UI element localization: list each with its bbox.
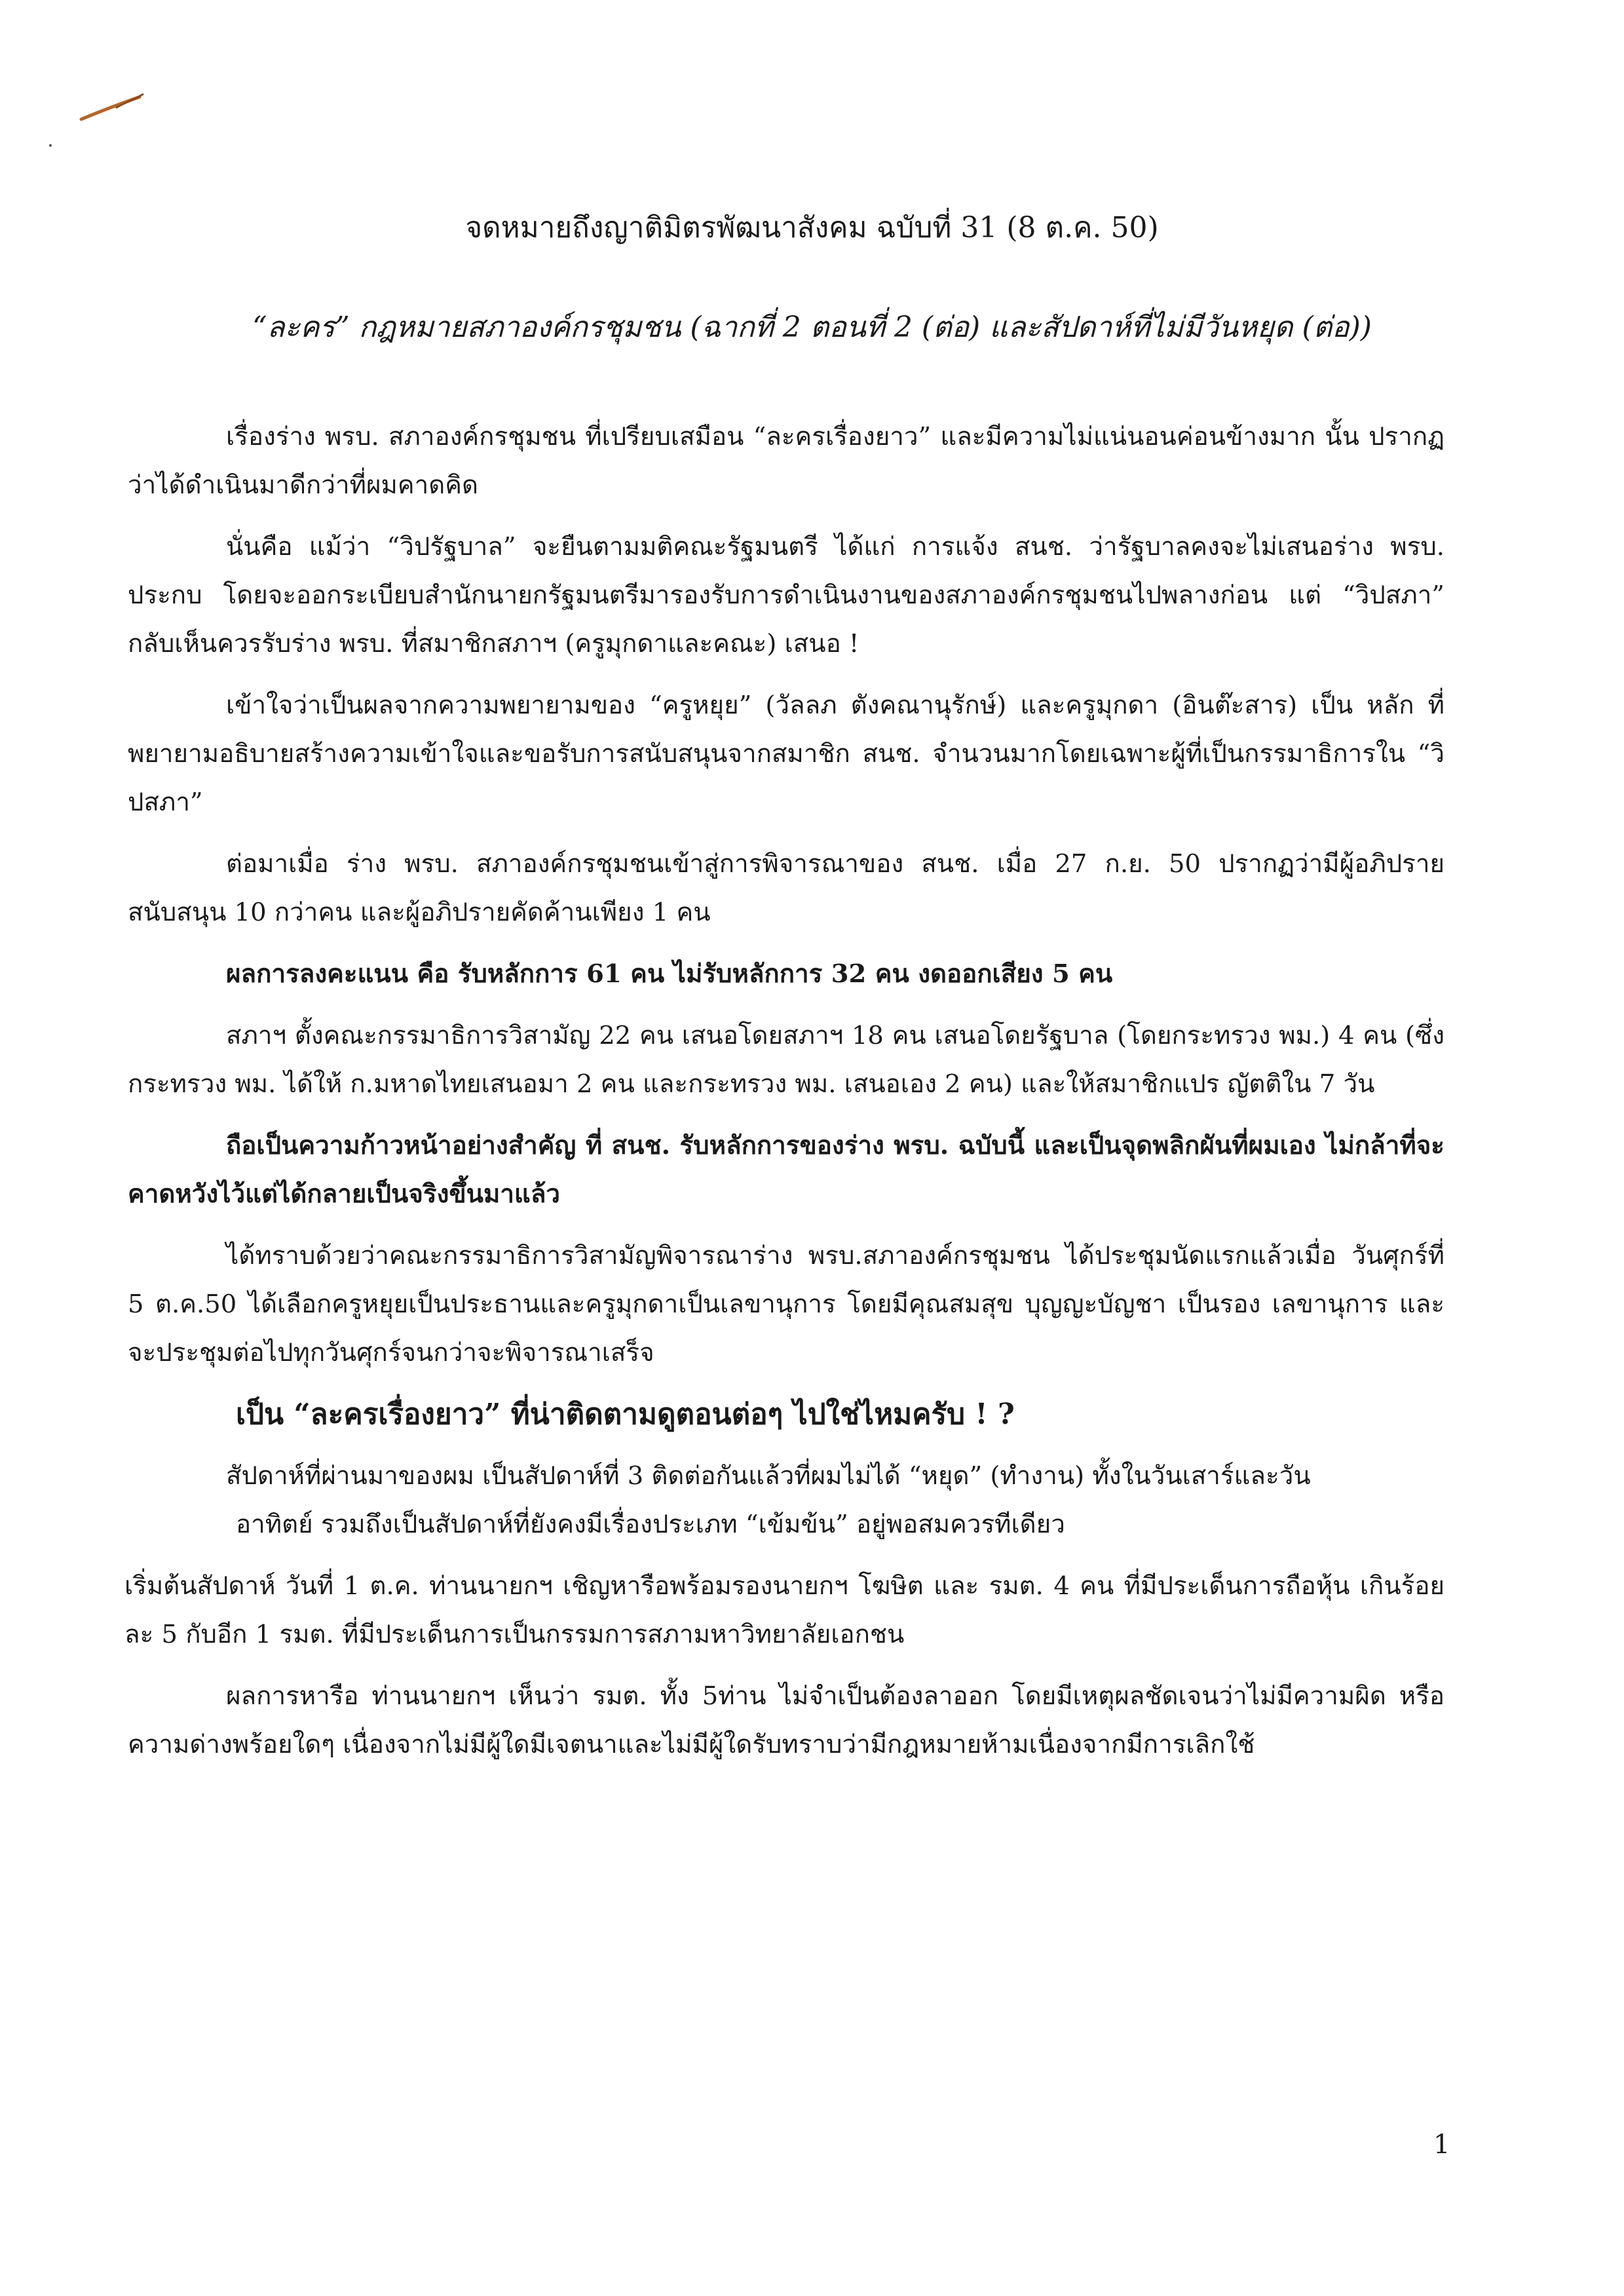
paragraph: อาทิตย์ รวมถึงเป็นสัปดาห์ที่ยังคงมีเรื่องประเภท “เข้มข้น” อยู่พอสมควรทีเดียว: [236, 1510, 1065, 1539]
pen-stroke-mark: [77, 92, 149, 124]
paragraph: เรื่องร่าง พรบ. สภาองค์กรชุมชน ที่เปรียบเสมือน “ละครเรื่องยาว” และมีความไม่แน่นอนค่อนข้างมาก นั้น ปรากฏว่าได้ดำเนินมาดีกว่าที่ผมคาดคิด: [128, 422, 1445, 500]
paragraph: เข้าใจว่าเป็นผลจากความพยายามของ “ครูหยุย” (วัลลภ ตังคณานุรักษ์) และครูมุกดา (อินต๊ะสาร) เป็น หลัก ที่พยายามอธิบายสร้างความเข้าใจและขอรับการสนับสนุนจากสมาชิก สนช. จำนวนมากโดยเฉพาะผู้ที่เป็นกรรมาธิการใน “วิปสภา”: [128, 691, 1445, 817]
page-subtitle: “ละคร” กฎหมายสภาองค์กรชุมชน (ฉากที่ 2 ตอนที่ 2 (ต่อ) และสัปดาห์ที่ไม่มีวันหยุด (ต่อ)): [252, 311, 1372, 344]
highlight-paragraph: ถือเป็นความก้าวหน้าอย่างสำคัญ ที่ สนช. รับหลักการของร่าง พรบ. ฉบับนี้ และเป็นจุดพลิกผันที่ผมเอง ไม่กล้าที่จะคาดหวังไว้แต่ได้กลายเป็นจริงขึ้นมาแล้ว: [128, 1131, 1445, 1209]
section-heading: เป็น “ละครเรื่องยาว” ที่น่าติดตามดูตอนต่อๆ ไปใช่ไหมครับ ! ?: [236, 1398, 1015, 1431]
paragraph: ได้ทราบด้วยว่าคณะกรรมาธิการวิสามัญพิจารณาร่าง พรบ.สภาองค์กรชุมชน ได้ประชุมนัดแรกแล้วเมื่อ วันศุกร์ที่ 5 ต.ค.50 ได้เลือกครูหยุยเป็นประธานและครูมุกดาเป็นเลขานุการ โดยมีคุณสมสุข บุญญะบัญชา เป็นรอง เลขานุการ และจะประชุมต่อไปทุกวันศุกร์จนกว่าจะพิจารณาเสร็จ: [128, 1241, 1445, 1368]
paragraph: ผลการหารือ ท่านนายกฯ เห็นว่า รมต. ทั้ง 5ท่าน ไม่จำเป็นต้องลาออก โดยมีเหตุผลชัดเจนว่าไม่มีความผิด หรือความด่างพร้อยใดๆ เนื่องจากไม่มีผู้ใดมีเจตนาและไม่มีผู้ใดรับทราบว่ามีกฎหมายห้ามเนื่องจากมีการเลิกใช้: [128, 1681, 1445, 1759]
paragraph: สภาฯ ตั้งคณะกรรมาธิการวิสามัญ 22 คน เสนอโดยสภาฯ 18 คน เสนอโดยรัฐบาล (โดยกระทรวง พม.) 4 คน (ซึ่งกระทรวง พม. ได้ให้ ก.มหาดไทยเสนอมา 2 คน และกระทรวง พม. เสนอเอง 2 คน) และให้สมาชิกแปร ญัตติใน 7 วัน: [128, 1021, 1445, 1099]
page-title: จดหมายถึงญาติมิตรพัฒนาสังคม ฉบับที่ 31 (8 ต.ค. 50): [465, 211, 1159, 244]
paragraph: เริ่มต้นสัปดาห์ วันที่ 1 ต.ค. ท่านนายกฯ เชิญหารือพร้อมรองนายกฯ โฆษิต และ รมต. 4 คน ที่มีประเด็นการถือหุ้น เกินร้อยละ 5 กับอีก 1 รมต. ที่มีประเด็นการเป็นกรรมการสภามหาวิทยาลัยเอกชน: [124, 1571, 1445, 1649]
stray-dot: [49, 144, 52, 147]
paragraph: สัปดาห์ที่ผ่านมาของผม เป็นสัปดาห์ที่ 3 ติดต่อกันแล้วที่ผมไม่ได้ “หยุด” (ทำงาน) ทั้งในวันเสาร์และวัน: [226, 1461, 1311, 1491]
vote-result-paragraph: ผลการลงคะแนน คือ รับหลักการ 61 คน ไม่รับหลักการ 32 คน งดออกเสียง 5 คน: [226, 959, 1113, 989]
paragraph: นั่นคือ แม้ว่า “วิปรัฐบาล” จะยืนตามมติคณะรัฐมนตรี ได้แก่ การแจ้ง สนช. ว่ารัฐบาลคงจะไม่เสนอร่าง พรบ. ประกบ โดยจะออกระเบียบสำนักนายกรัฐมนตรีมารองรับการดำเนินงานของสภาองค์กรชุมชนไปพลางก่อน แต่ “วิปสภา” กลับเห็นควรรับร่าง พรบ. ที่สมาชิกสภาฯ (ครูมุกดาและคณะ) เสนอ !: [128, 532, 1445, 659]
page-number: 1: [1433, 2130, 1450, 2160]
paragraph: ต่อมาเมื่อ ร่าง พรบ. สภาองค์กรชุมชนเข้าสู่การพิจารณาของ สนช. เมื่อ 27 ก.ย. 50 ปรากฏว่ามีผู้อภิปราย สนับสนุน 10 กว่าคน และผู้อภิปรายคัดค้านเพียง 1 คน: [128, 849, 1445, 927]
document-body: [124, 413, 1445, 1782]
